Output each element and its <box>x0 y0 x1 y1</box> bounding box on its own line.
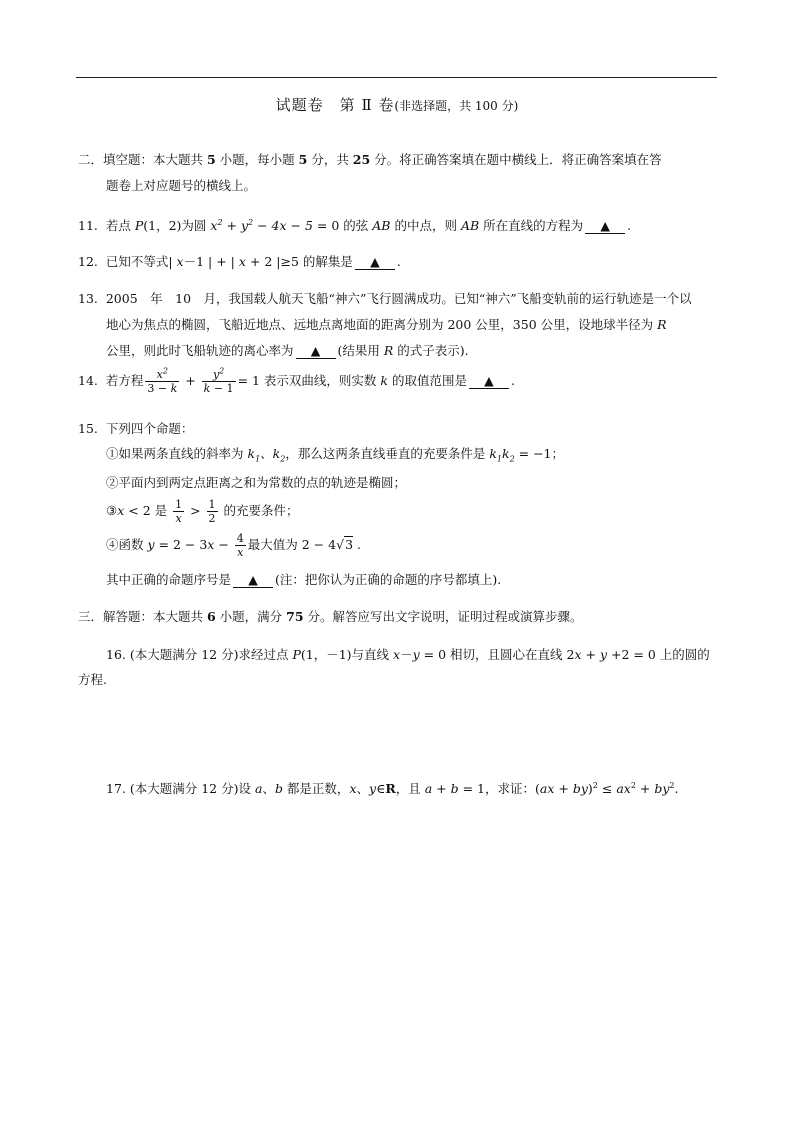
proposition-4: ④函数 y = 2 − 3x − $\frac{4}{x}$ 最大值为 2 − 4√3 . <box>106 532 361 559</box>
proposition-3: ③x < 2 是 $\frac{1}{x}$ > $\frac{1}{2}$ 的充要条件； <box>106 498 299 525</box>
top-rule <box>76 77 717 78</box>
answer-blank-11: ▲ <box>585 219 625 234</box>
inequality-to-prove: $(ax + by)^2 \le ax^2 + by^2$ <box>535 780 675 796</box>
question-13-line2: 地心为焦点的椭圆，飞船近地点、远地点离地面的距离分别为 200 公里，350 公里，设地球半径为 R <box>106 317 667 332</box>
question-12: 12. 已知不等式| x－1 | + | x + 2 |≥5 的解集是 ▲ . <box>78 254 401 269</box>
slope-product: $k_1k_2$ <box>489 446 515 464</box>
question-16: 16. (本大题满分 12 分)求经过点 P(1，－1)与直线 x－y = 0 相切，且圆心在直线 2x + y +2 = 0 上的圆的 <box>106 647 710 662</box>
fraction-one-half: $\frac{1}{2}$ <box>208 498 216 525</box>
question-15: 15. 下列四个命题： <box>78 421 194 436</box>
fraction-4-over-x: $\frac{4}{x}$ <box>236 532 244 559</box>
question-17: 17. (本大题满分 12 分)设 a、b 都是正数，x、y∈R，且 a + b = 1，求证：$(ax + by)^2 \le ax^2 + by^2$. <box>106 780 679 796</box>
proposition-1: ①如果两条直线的斜率为 $k_1$、$k_2$，那么这两条直线垂直的充要条件是 $k_1k_2 = -1$； <box>106 446 565 464</box>
fraction-y2: $\frac{y^2}{k - 1}$ <box>203 366 234 395</box>
variables-ab: a <box>254 781 263 796</box>
answer-blank-15: ▲ <box>233 573 273 588</box>
answer-blank-12: ▲ <box>355 255 395 270</box>
question-15-answer: 其中正确的命题序号是 ▲ (注：把你认为正确的命题的序号都填上). <box>106 572 502 587</box>
function-expression: y <box>147 537 155 552</box>
fraction-x2: $\frac{x^2}{3 - k}$ <box>147 366 178 395</box>
proposition-2: ②平面内到两定点距离之和为常数的点的轨迹是椭圆； <box>106 475 407 490</box>
question-14: 14. 若方程 $\frac{x^2}{3 - k}$ + $\frac{y^2}{k - 1}$ = 1 表示双曲线，则实数 k 的取值范围是 ▲ . <box>78 366 515 395</box>
section3-intro: 三．解答题：本大题共 6 小题，满分 75 分。解答应写出文字说明，证明过程或演算步骤。 <box>78 609 583 624</box>
condition-sum: a + b = 1 <box>424 781 485 796</box>
fraction-1-over-x: $\frac{1}{x}$ <box>175 498 183 525</box>
answer-blank-14: ▲ <box>469 374 509 389</box>
answer-blank-13: ▲ <box>296 344 336 359</box>
question-16-line2: 方程. <box>78 672 107 687</box>
slopes: $k_1$、$k_2$ <box>247 446 286 464</box>
question-13-line3: 公里，则此时飞船轨迹的离心率为 ▲ (结果用 R 的式子表示). <box>106 343 469 358</box>
title-main: 试题卷 第 Ⅱ 卷 <box>275 96 395 114</box>
question-13: 13. 2005 年 10 月，我国载人航天飞船“神六”飞行圆满成功。已知“神六”飞船变轨前的运行轨迹是一个以 <box>78 291 692 306</box>
tangent-line-equation: x－y = 0 <box>393 647 447 662</box>
title-subtitle: (非选择题，共 100 分) <box>394 99 519 113</box>
inequality-x: x <box>117 503 125 518</box>
question-11: 11. 若点 P(1，2)为圆 $x^2 + y^2 - 4x - 5 = 0$ 的弦 AB 的中点，则 AB 所在直线的方程为 ▲ . <box>78 217 632 233</box>
page-title <box>0 94 794 115</box>
variables-xy: x、y∈R <box>349 781 396 796</box>
center-line-equation: 2x + y +2 = 0 <box>566 647 656 662</box>
section2-intro-line2: 题卷上对应题号的横线上。 <box>106 178 257 193</box>
section2-intro: 二．填空题：本大题共 5 小题，每小题 5 分，共 25 分。将正确答案填在题中横线上．将正确答案填在答 <box>78 152 662 167</box>
circle-equation: $x^2 + y^2 - 4x - 5$ <box>210 217 317 233</box>
